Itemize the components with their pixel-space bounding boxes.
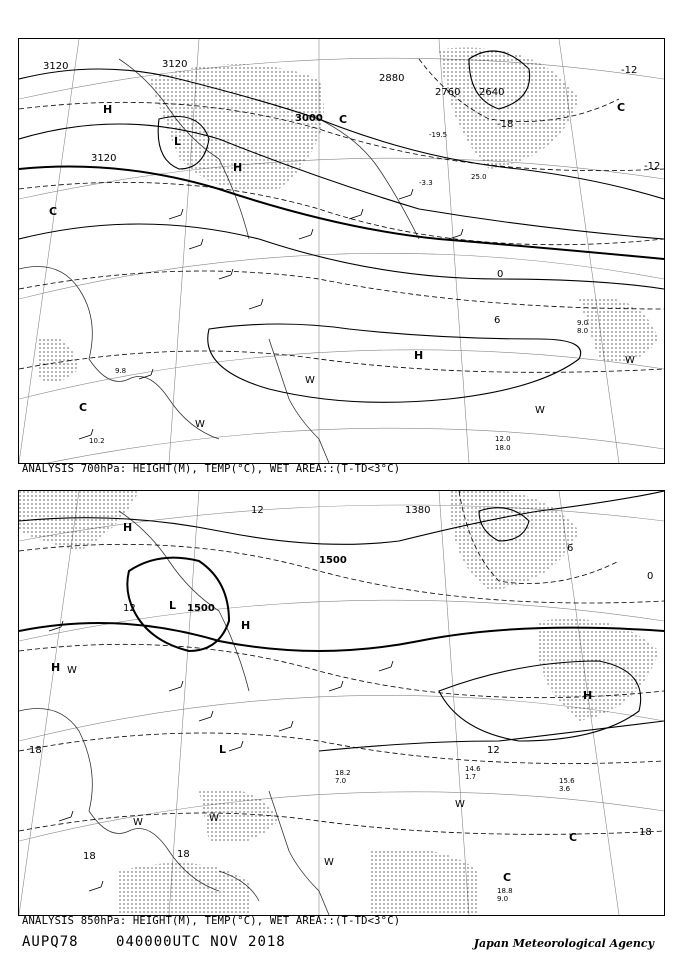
contour-label: 18 bbox=[29, 745, 42, 756]
high-symbol: H bbox=[123, 521, 133, 534]
station-value: 10.2 bbox=[89, 437, 105, 445]
station-value: -19.5 bbox=[429, 131, 448, 139]
contour-label: 12 bbox=[123, 603, 136, 614]
map-850hpa-canvas bbox=[19, 491, 664, 915]
warm-marker: W bbox=[324, 857, 334, 868]
station-values bbox=[89, 131, 588, 452]
cold-symbol: C bbox=[339, 113, 348, 126]
wet-area-shading bbox=[39, 48, 659, 383]
cold-symbol: C bbox=[569, 831, 578, 844]
warm-marker: W bbox=[305, 375, 315, 386]
station-value: 12.0 bbox=[495, 435, 511, 443]
station-value: 18.0 bbox=[495, 444, 511, 452]
map-panel-850hpa bbox=[18, 490, 665, 916]
agency-name: Japan Meteorological Agency bbox=[473, 937, 654, 950]
warm-marker: W bbox=[209, 813, 219, 824]
contour-label: 0 bbox=[647, 571, 654, 582]
cold-symbol: C bbox=[79, 401, 88, 414]
coastline bbox=[19, 511, 329, 915]
contour-label: -12 bbox=[644, 161, 661, 172]
station-value: 7.0 bbox=[335, 777, 347, 785]
cold-symbol: C bbox=[617, 101, 626, 114]
contour-label: 12 bbox=[487, 745, 500, 756]
high-symbol: H bbox=[241, 619, 251, 632]
high-symbol: H bbox=[583, 689, 593, 702]
wind-barbs bbox=[49, 621, 393, 891]
contour-label: 18 bbox=[177, 849, 190, 860]
contour-label: -18 bbox=[497, 119, 514, 130]
warm-marker: W bbox=[625, 355, 635, 366]
station-value: 8.0 bbox=[577, 327, 589, 335]
contour-label: 6 bbox=[494, 315, 501, 326]
warm-marker: W bbox=[67, 665, 77, 676]
warm-marker: W bbox=[535, 405, 545, 416]
contour-label: 3120 bbox=[162, 59, 188, 70]
contour-label: 0 bbox=[497, 269, 504, 280]
station-value: 14.6 bbox=[465, 765, 481, 773]
contour-label: -12 bbox=[621, 65, 638, 76]
contour-label: 3120 bbox=[43, 61, 69, 72]
low-symbol: L bbox=[174, 135, 182, 148]
station-value: 25.0 bbox=[471, 173, 487, 181]
station-value: 1.7 bbox=[465, 773, 477, 781]
high-symbol: H bbox=[51, 661, 61, 674]
contour-label: 1500 bbox=[187, 603, 215, 614]
high-symbol: H bbox=[103, 103, 113, 116]
warm-marker: W bbox=[455, 799, 465, 810]
contour-label: 2880 bbox=[379, 73, 405, 84]
cold-symbol: C bbox=[503, 871, 512, 884]
contour-label: 2760 bbox=[435, 87, 461, 98]
station-value: 15.6 bbox=[559, 777, 575, 785]
warm-marker: W bbox=[133, 817, 143, 828]
contour-label: 6 bbox=[567, 543, 574, 554]
high-symbol: H bbox=[414, 349, 424, 362]
station-value: 9.0 bbox=[577, 319, 589, 327]
high-symbol: H bbox=[233, 161, 243, 174]
map-panel-700hpa bbox=[18, 38, 665, 464]
chart-footer bbox=[22, 934, 314, 950]
chart-datetime: 040000UTC NOV 2018 bbox=[116, 934, 286, 950]
low-symbol: L bbox=[169, 599, 177, 612]
cold-symbol: C bbox=[49, 205, 58, 218]
contour-label: 12 bbox=[251, 505, 264, 516]
caption-850hpa: ANALYSIS 850hPa: HEIGHT(M), TEMP(°C), WET AREA::(T-TD<3°C) bbox=[22, 915, 401, 927]
station-value: -3.3 bbox=[419, 179, 433, 187]
contour-label: 18 bbox=[83, 851, 96, 862]
contour-label: 18 bbox=[639, 827, 652, 838]
contour-label: 2640 bbox=[479, 87, 505, 98]
caption-700hpa: ANALYSIS 700hPa: HEIGHT(M), TEMP(°C), WET AREA::(T-TD<3°C) bbox=[22, 463, 401, 475]
contour-label: 3120 bbox=[91, 153, 117, 164]
station-value: 3.6 bbox=[559, 785, 571, 793]
station-value: 18.8 bbox=[497, 887, 513, 895]
station-value: 18.2 bbox=[335, 769, 351, 777]
contour-label: 3000 bbox=[295, 113, 323, 124]
low-symbol: L bbox=[219, 743, 227, 756]
contour-label: 1380 bbox=[405, 505, 431, 516]
station-value: 9.0 bbox=[497, 895, 509, 903]
warm-marker: W bbox=[195, 419, 205, 430]
contour-label: 1500 bbox=[319, 555, 347, 566]
chart-id: AUPQ78 bbox=[22, 934, 79, 950]
map-700hpa-canvas bbox=[19, 39, 664, 463]
station-value: 9.8 bbox=[115, 367, 127, 375]
